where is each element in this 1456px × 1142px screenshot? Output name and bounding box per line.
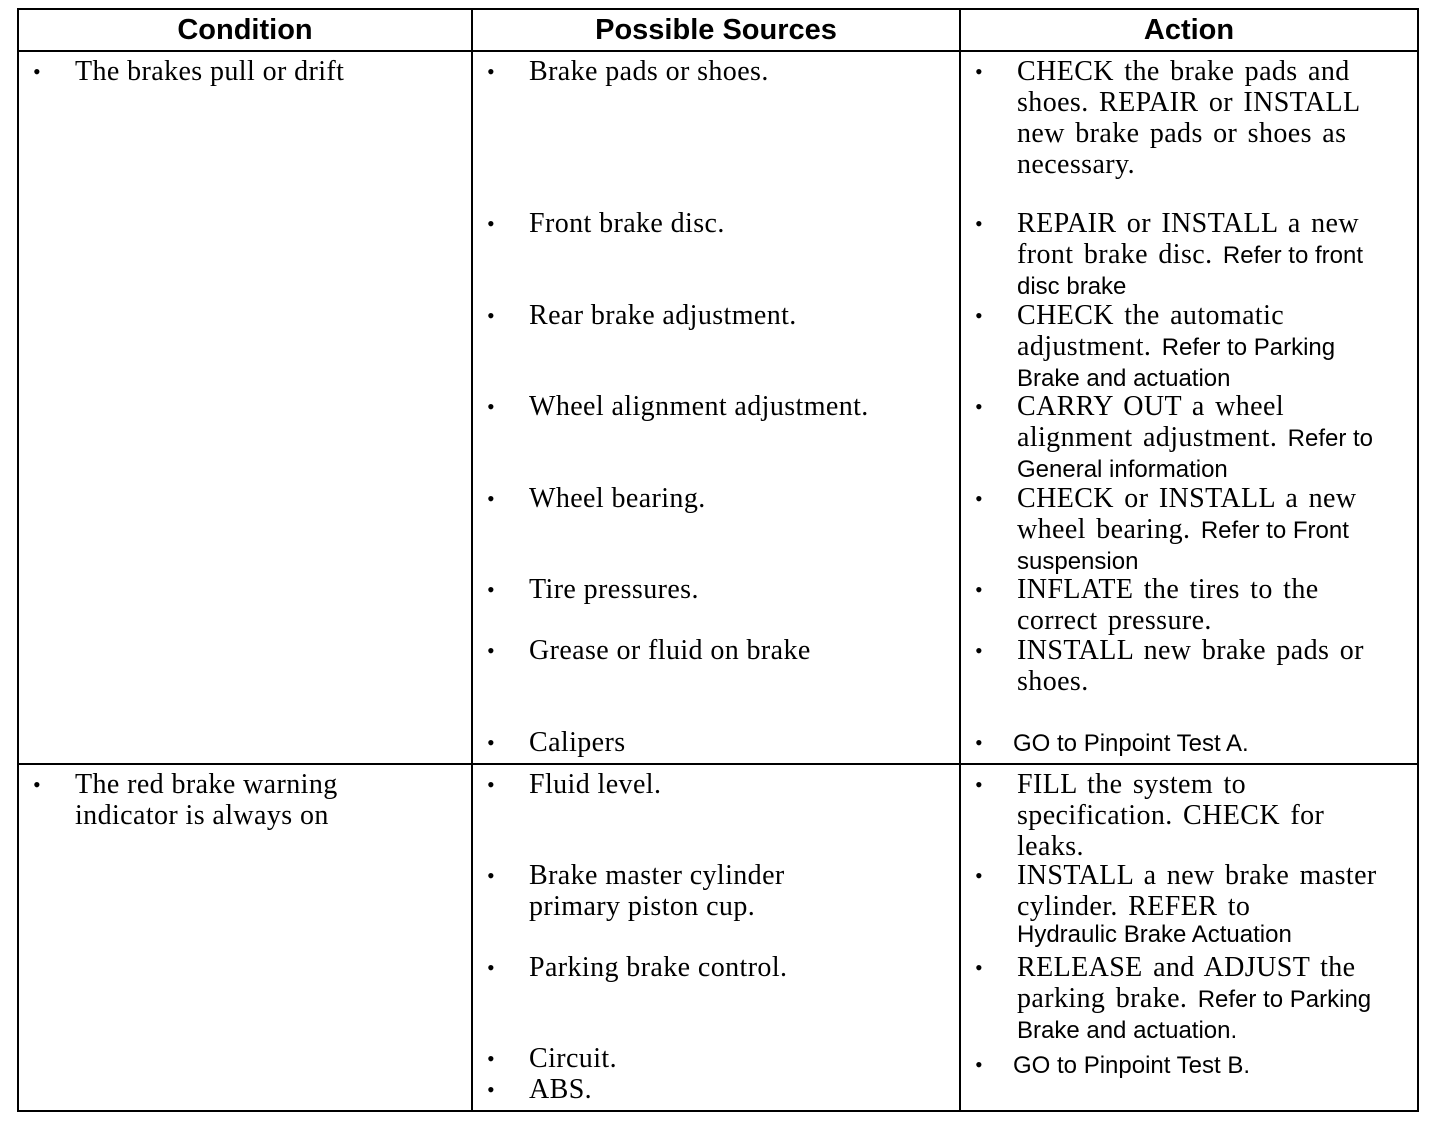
action-item [961,208,1397,301]
source-text: Brake pads or shoes. [529,56,769,87]
condition-item [19,769,435,831]
condition-text: The brakes pull or drift [75,56,345,87]
action-text: CHECK the brake pads and shoes. REPAIR or INSTALL new brake pads or shoes as necessary. [1017,56,1360,180]
bullet-icon: • [487,638,496,663]
header-row [18,9,1418,51]
source-text: Brake master cylinder primary piston cup. [529,860,785,922]
source-item [473,1043,949,1074]
bullet-icon: • [975,1052,984,1077]
reference-text: Refer to Front suspension [1017,517,1349,575]
source-text: Front brake disc. [529,208,725,239]
table-row [18,51,1418,764]
header-condition: Condition [18,9,472,51]
source-item [473,56,949,87]
source-text: ABS. [529,1074,593,1105]
source-item [473,483,949,514]
source-text: Parking brake control. [529,952,788,983]
bullet-icon: • [487,486,496,511]
bullet-icon: • [975,394,984,419]
header-possible-sources: Possible Sources [472,9,960,51]
source-item [473,300,949,331]
source-text: Fluid level. [529,769,662,800]
source-item [473,860,829,922]
bullet-icon: • [487,394,496,419]
action-text: CARRY OUT a wheel alignment adjustment. Refer to General information [1017,391,1374,483]
source-text: Grease or fluid on brake [529,635,811,666]
sources-cell [472,764,960,1111]
action-text: REPAIR or INSTALL a new front brake disc. Refer to front disc brake [1017,208,1363,300]
source-item [473,635,949,666]
reference-text: Refer to Parking Brake and actuation [1017,334,1336,392]
reference-text: GO to Pinpoint Test A. [1013,730,1249,757]
source-text: Circuit. [529,1043,617,1074]
source-item [473,952,949,983]
source-text: Wheel alignment adjustment. [529,391,869,422]
source-item [473,1074,949,1105]
action-item [961,635,1397,697]
bullet-icon: • [33,772,42,797]
bullet-icon: • [487,955,496,980]
action-text [1013,727,1397,758]
actions-cell [960,764,1418,1111]
header-action: Action [960,9,1418,51]
reference-text: Refer to front disc brake [1017,242,1363,300]
action-text: INFLATE the tires to the correct pressure. [1017,574,1319,636]
bullet-icon: • [487,730,496,755]
source-item [473,769,949,800]
actions-cell [960,51,1418,764]
action-item [961,483,1397,576]
action-text: INSTALL a new brake master cylinder. REFER to Hydraulic Brake Actuation [1017,860,1397,947]
source-item [473,391,949,422]
action-item [961,56,1397,180]
bullet-icon: • [487,59,496,84]
reference-text: GO to Pinpoint Test B. [1013,1052,1251,1079]
source-item [473,574,949,605]
bullet-icon: • [487,1046,496,1071]
condition-item [19,56,435,87]
source-item [473,727,949,758]
source-text: Wheel bearing. [529,483,706,514]
action-item [961,1049,1397,1080]
action-text: CHECK the automatic adjustment. Refer to Parking Brake and actuation [1017,300,1336,392]
reference-text: Hydraulic Brake Actuation [1017,921,1292,948]
bullet-icon: • [975,772,984,797]
source-text: Tire pressures. [529,574,699,605]
action-text: RELEASE and ADJUST the parking brake. Refer to Parking Brake and actuation. [1017,952,1372,1044]
table-row [18,764,1418,1111]
sources-cell [472,51,960,764]
bullet-icon: • [975,638,984,663]
bullet-icon: • [975,577,984,602]
diagnosis-table [17,8,1419,1112]
bullet-icon: • [975,211,984,236]
action-text: FILL the system to specification. CHECK for leaks. [1017,769,1325,862]
bullet-icon: • [975,955,984,980]
condition-cell [18,51,472,764]
action-item [961,300,1397,393]
reference-text: Refer to Parking Brake and actuation. [1017,986,1372,1044]
bullet-icon: • [487,577,496,602]
bullet-icon: • [33,59,42,84]
action-item [961,860,1397,947]
action-item [961,952,1397,1045]
action-item [961,769,1357,862]
condition-text: The red brake warning indicator is always on [75,769,338,831]
source-text: Calipers [529,727,626,758]
bullet-icon: • [975,486,984,511]
bullet-icon: • [487,211,496,236]
action-text [1013,1049,1397,1080]
bullet-icon: • [487,1077,496,1102]
bullet-icon: • [975,863,984,888]
action-text: CHECK or INSTALL a new wheel bearing. Refer to Front suspension [1017,483,1357,575]
action-text: INSTALL new brake pads or shoes. [1017,635,1364,697]
bullet-icon: • [487,303,496,328]
bullet-icon: • [487,863,496,888]
bullet-icon: • [975,59,984,84]
action-item [961,391,1397,484]
action-item [961,727,1397,758]
action-item [961,574,1397,636]
bullet-icon: • [487,772,496,797]
bullet-icon: • [975,303,984,328]
bullet-icon: • [975,730,984,755]
source-text: Rear brake adjustment. [529,300,797,331]
reference-text: Refer to General information [1017,425,1374,483]
source-item [473,208,949,239]
condition-cell [18,764,472,1111]
